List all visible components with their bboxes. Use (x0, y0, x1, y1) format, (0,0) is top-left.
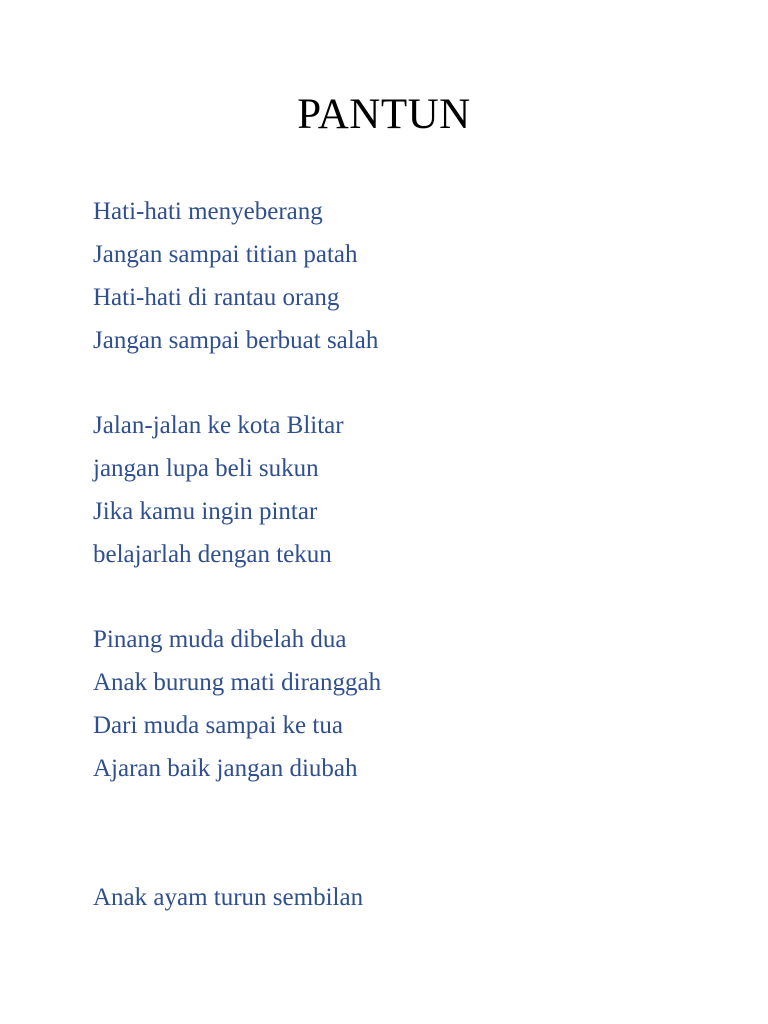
verse-line: Jika kamu ingin pintar (93, 498, 318, 525)
pantun-stanza-2 (93, 404, 344, 576)
verse-line: Anak burung mati diranggah (93, 669, 382, 696)
verse-line: Pinang muda dibelah dua (93, 626, 347, 653)
verse-line: Dari muda sampai ke tua (93, 712, 343, 739)
verse-line: Jangan sampai titian patah (93, 241, 358, 268)
verse-line: Jalan-jalan ke kota Blitar (93, 412, 344, 439)
verse-line: jangan lupa beli sukun (93, 455, 319, 482)
pantun-stanza-4 (93, 876, 363, 919)
verse-line: belajarlah dengan tekun (93, 541, 332, 568)
verse-line: Hati-hati di rantau orang (93, 284, 340, 311)
verse-line: Anak ayam turun sembilan (93, 884, 364, 911)
pantun-stanza-1 (93, 190, 378, 362)
pantun-stanza-3 (93, 618, 381, 790)
page-title: PANTUN (297, 91, 471, 138)
verse-line: Hati-hati menyeberang (93, 198, 323, 225)
verse-line: Jangan sampai berbuat salah (93, 327, 379, 354)
verse-line: Ajaran baik jangan diubah (93, 755, 358, 782)
